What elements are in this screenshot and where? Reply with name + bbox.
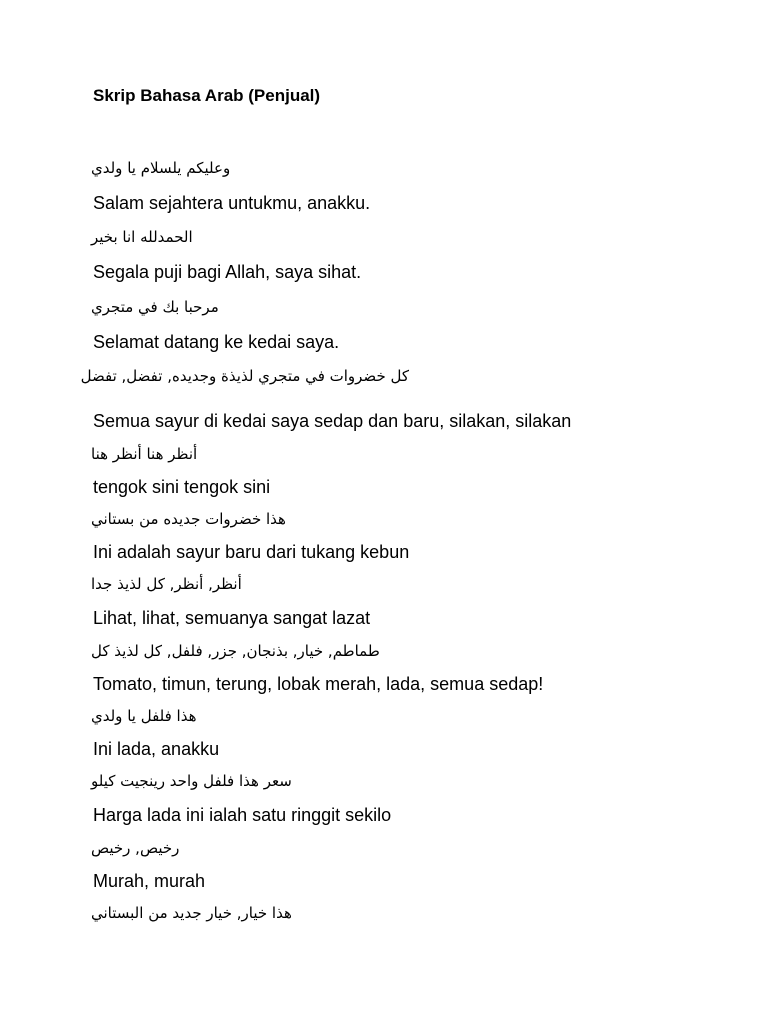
malay-line: Selamat datang ke kedai saya.: [93, 332, 340, 352]
malay-line: Salam sejahtera untukmu, anakku.: [93, 193, 371, 213]
malay-line: Murah, murah: [93, 871, 206, 891]
malay-line: Ini lada, anakku: [93, 739, 220, 759]
arabic-line: مرحبا بك في متجري: [91, 298, 219, 316]
arabic-line: وعليكم يلسلام يا ولدي: [91, 159, 231, 177]
arabic-line: رخيص, رخيص: [91, 839, 180, 857]
malay-line: Lihat, lihat, semuanya sangat lazat: [93, 608, 371, 628]
arabic-line: هذا فلفل يا ولدي: [91, 707, 197, 725]
arabic-line: أنظر, أنظر, كل لذيذ جدا: [91, 575, 242, 593]
document-title: Skrip Bahasa Arab (Penjual): [93, 86, 321, 105]
malay-line: Harga lada ini ialah satu ringgit sekilo: [93, 805, 392, 825]
arabic-line: أنظر هنا أنظر هنا: [91, 445, 198, 463]
malay-line: Tomato, timun, terung, lobak merah, lada, semua sedap!: [93, 674, 544, 694]
malay-line: Semua sayur di kedai saya sedap dan baru, silakan, silakan: [93, 411, 572, 431]
arabic-line: الحمدلله انا بخير: [91, 228, 193, 246]
arabic-line: طماطم, خيار, بذنجان, جزر, فلفل, كل لذيذ كل: [91, 642, 380, 660]
arabic-line: سعر هذا فلفل واحد رينجيت كيلو: [91, 772, 292, 790]
arabic-line: هذا خضروات جديده من بستاني: [91, 510, 286, 528]
arabic-line: كل خضروات في متجري لذيذة وجديده, تفضل, تفضل: [80, 367, 409, 385]
arabic-line: هذا خيار, خيار جديد من البستاني: [91, 904, 292, 922]
malay-line: Segala puji bagi Allah, saya sihat.: [93, 262, 362, 282]
malay-line: Ini adalah sayur baru dari tukang kebun: [93, 542, 410, 562]
malay-line: tengok sini tengok sini: [93, 477, 271, 497]
